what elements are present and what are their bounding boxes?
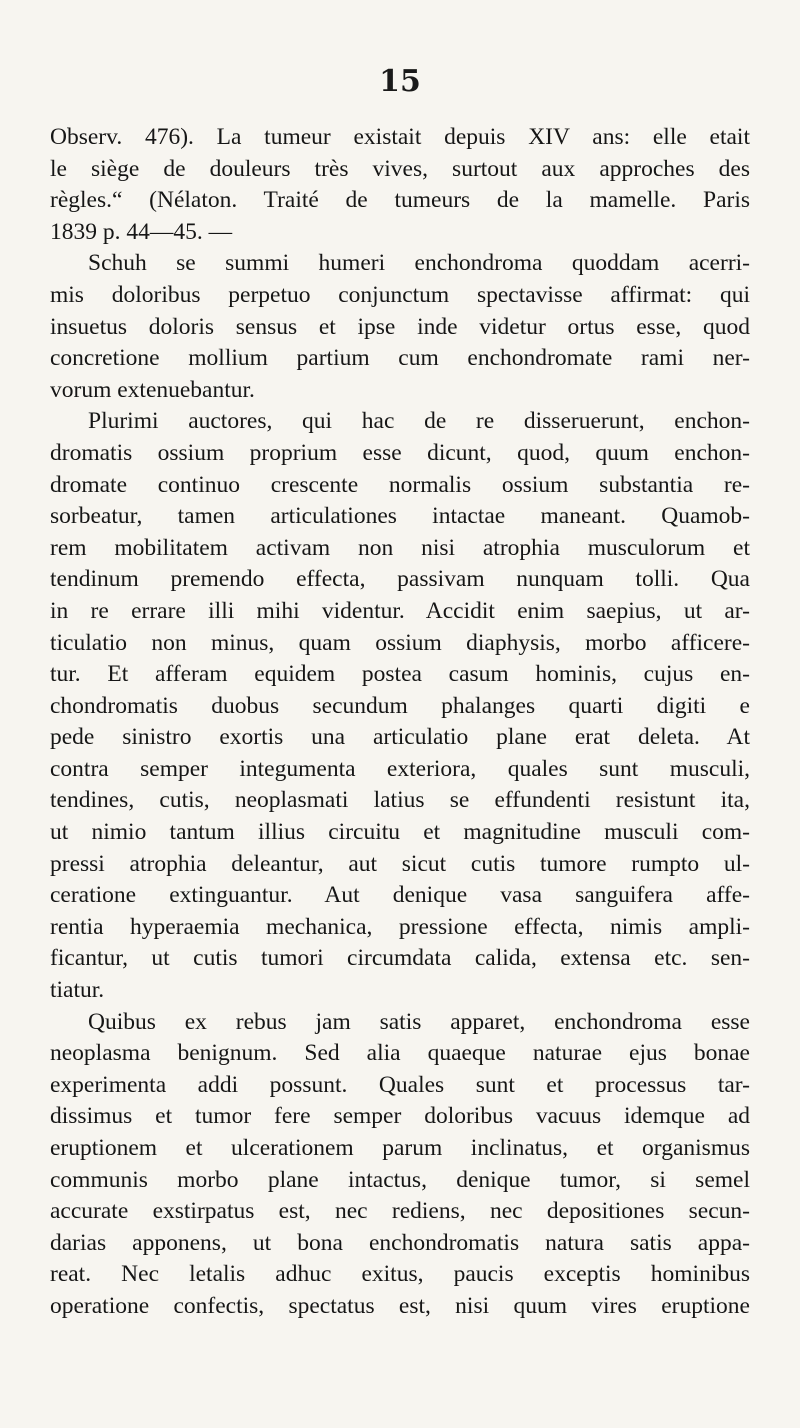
text-line: eruptionem et ulcerationem parum inclinatus, et organismus bbox=[50, 1135, 750, 1161]
text-line: Observ. 476). La tumeur existait depuis XIV ans: elle etait bbox=[50, 124, 750, 150]
text-line: règles.“ (Nélaton. Traité de tumeurs de la mamelle. Paris bbox=[50, 187, 750, 214]
text-line: dissimus et tumor fere semper doloribus vacuus idemque ad bbox=[50, 1103, 750, 1130]
text-line: communis morbo plane intactus, denique tumor, si semel bbox=[50, 1166, 750, 1193]
text-line: mis doloribus perpetuo conjunctum spectavisse affirmat: qui bbox=[50, 281, 750, 308]
text-line: concretione mollium partium cum enchondromate rami ner- bbox=[50, 345, 750, 372]
text-line: tendinum premendo effecta, passivam nunquam tolli. Qua bbox=[50, 566, 750, 593]
text-line: insuetus doloris sensus et ipse inde videtur ortus esse, quod bbox=[50, 313, 750, 340]
text-line: tiatur. bbox=[50, 977, 105, 1004]
text-line: ut nimio tantum illius circuitu et magnitudine musculi com- bbox=[50, 819, 750, 846]
text-line: ficantur, ut cutis tumori circumdata calida, extensa etc. sen- bbox=[50, 945, 750, 972]
text-line: Plurimi auctores, qui hac de re disseruerunt, enchon- bbox=[88, 408, 750, 435]
text-line: le siège de douleurs très vives, surtout aux approches des bbox=[50, 155, 750, 182]
text-line: pressi atrophia deleantur, aut sicut cutis tumore rumpto ul- bbox=[50, 850, 750, 877]
text-line: sorbeatur, tamen articulationes intactae maneant. Quamob- bbox=[50, 503, 750, 530]
text-line: contra semper integumenta exteriora, quales sunt musculi, bbox=[50, 755, 750, 782]
text-line: dromatis ossium proprium esse dicunt, quod, quum enchon- bbox=[50, 439, 750, 466]
text-line: Schuh se summi humeri enchondroma quoddam acerri- bbox=[88, 250, 750, 277]
text-line: neoplasma benignum. Sed alia quaeque naturae ejus bonae bbox=[50, 1040, 750, 1067]
page-number: 15 bbox=[379, 64, 421, 99]
text-line: rentia hyperaemia mechanica, pressione effecta, nimis ampli- bbox=[50, 913, 750, 940]
text-line: dromate continuo crescente normalis ossium substantia re- bbox=[50, 471, 750, 498]
text-line: vorum extenuebantur. bbox=[50, 376, 255, 403]
text-line: tur. Et afferam equidem postea casum hominis, cujus en- bbox=[50, 661, 750, 688]
text-line: experimenta addi possunt. Quales sunt et processus tar- bbox=[50, 1071, 750, 1098]
text-line: rem mobilitatem activam non nisi atrophia musculorum et bbox=[50, 534, 750, 561]
text-line: ticulatio non minus, quam ossium diaphysis, morbo afficere- bbox=[50, 629, 750, 656]
text-line: reat. Nec letalis adhuc exitus, paucis exceptis hominibus bbox=[50, 1261, 750, 1288]
text-line: Quibus ex rebus jam satis apparet, enchondroma esse bbox=[88, 1008, 750, 1035]
text-line: operatione confectis, spectatus est, nisi quum vires eruptione bbox=[50, 1292, 750, 1319]
text-line: ceratione extinguantur. Aut denique vasa sanguifera affe- bbox=[50, 882, 750, 909]
text-line: accurate exstirpatus est, nec rediens, nec depositiones secun- bbox=[50, 1198, 750, 1225]
text-line: tendines, cutis, neoplasmati latius se effundenti resistunt ita, bbox=[50, 787, 750, 814]
text-line: in re errare illi mihi videntur. Accidit enim saepius, ut ar- bbox=[50, 597, 750, 624]
text-line: pede sinistro exortis una articulatio plane erat deleta. At bbox=[50, 724, 750, 751]
text-line: darias apponens, ut bona enchondromatis natura satis appa- bbox=[50, 1229, 750, 1256]
text-line: 1839 p. 44—45. — bbox=[50, 218, 233, 245]
text-line: chondromatis duobus secundum phalanges quarti digiti e bbox=[50, 692, 750, 719]
body-text bbox=[50, 122, 750, 1323]
